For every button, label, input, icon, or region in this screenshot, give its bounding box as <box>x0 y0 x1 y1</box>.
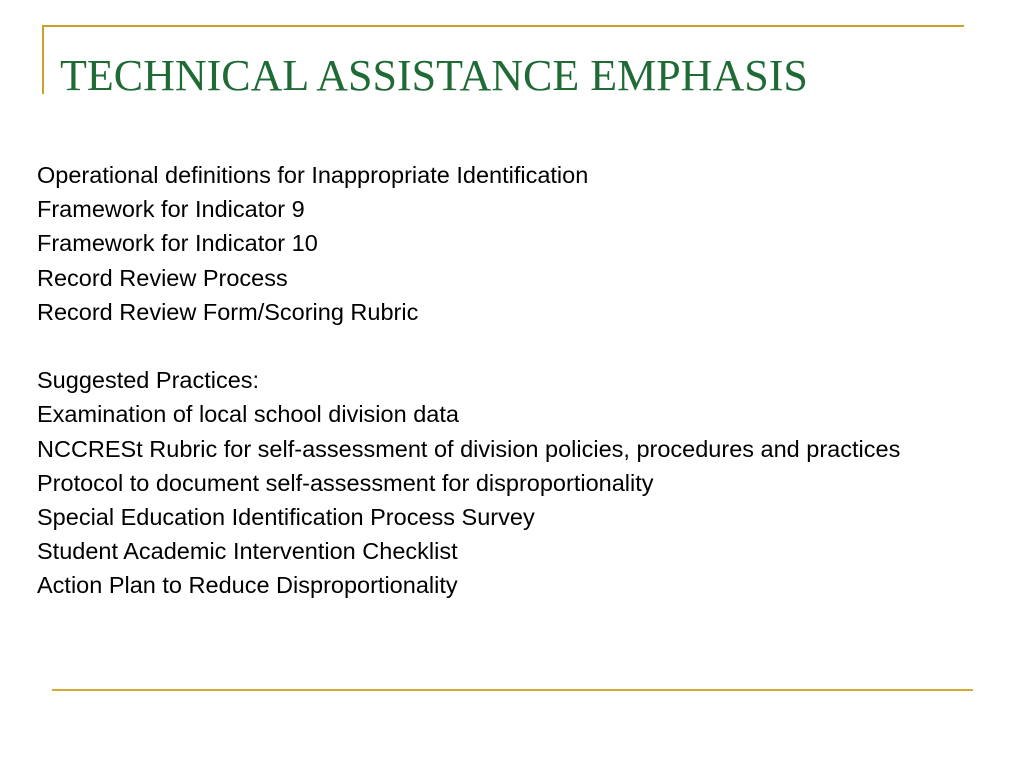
content-line: Special Education Identification Process Survey <box>37 504 535 531</box>
content-line: Examination of local school division data <box>37 401 459 428</box>
content-line: Protocol to document self-assessment for disproportionality <box>37 469 654 496</box>
content-heading-suggested-practices: Suggested Practices: <box>37 367 260 394</box>
slide-content <box>37 158 977 603</box>
slide-title: TECHNICAL ASSISTANCE EMPHASIS <box>60 51 808 100</box>
title-frame-top-rule <box>42 25 964 27</box>
content-line: NCCRESt Rubric for self-assessment of division policies, procedures and practices <box>37 435 901 462</box>
content-line: Student Academic Intervention Checklist <box>37 538 458 565</box>
bottom-divider-rule <box>52 689 973 691</box>
content-line: Framework for Indicator 10 <box>37 230 318 257</box>
content-spacer <box>37 329 977 363</box>
content-line: Record Review Process <box>37 264 288 291</box>
title-frame-vertical-rule <box>42 25 44 94</box>
content-line: Framework for Indicator 9 <box>37 196 305 223</box>
content-line: Record Review Form/Scoring Rubric <box>37 298 419 325</box>
content-line: Action Plan to Reduce Disproportionality <box>37 572 458 599</box>
content-line: Operational definitions for Inappropriate Identification <box>37 162 589 188</box>
